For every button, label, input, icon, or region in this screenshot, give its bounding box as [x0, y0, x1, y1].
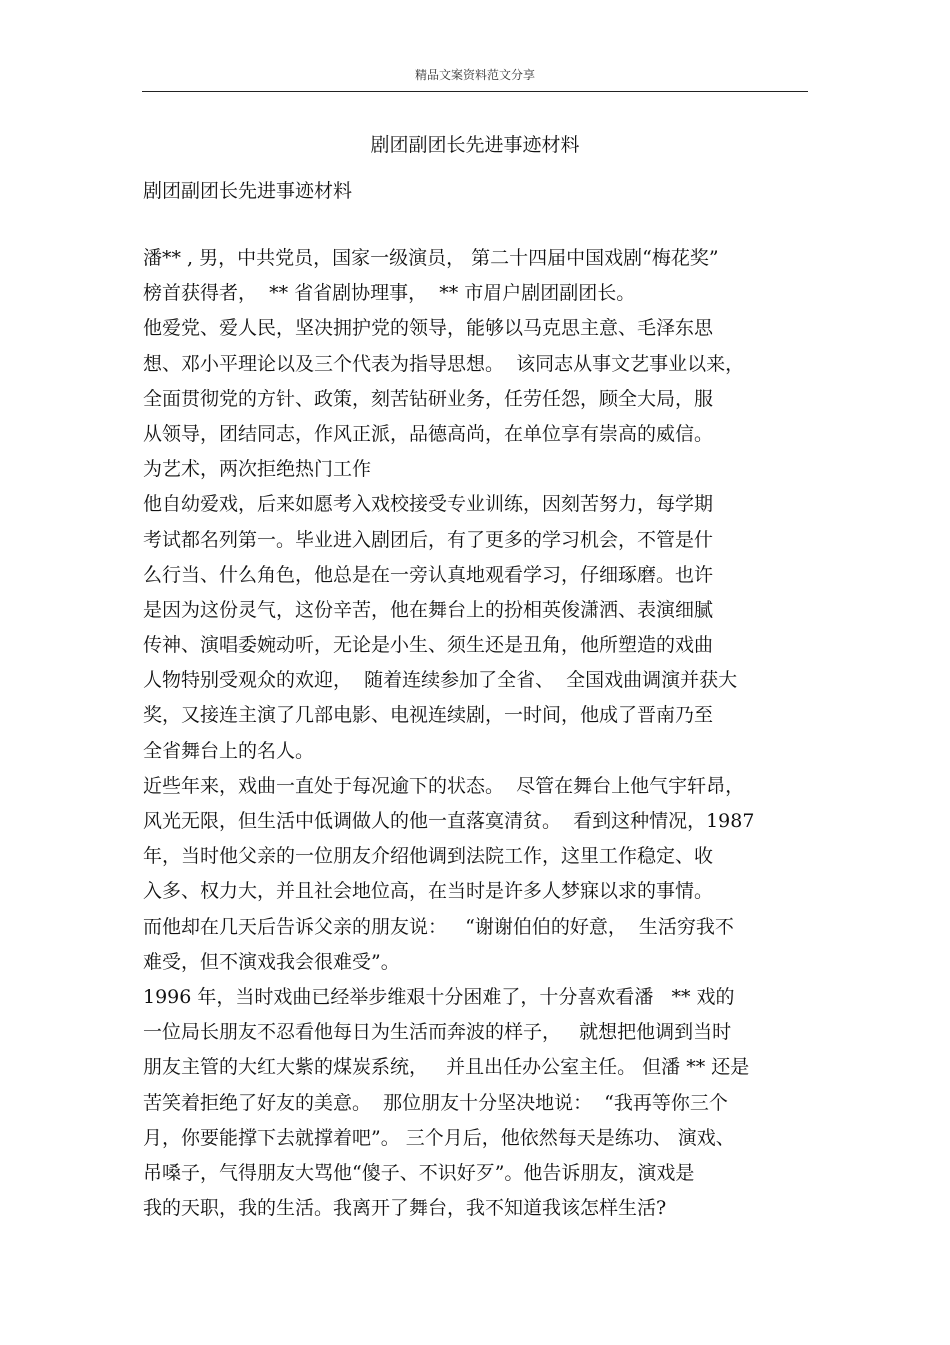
header-divider: [142, 91, 808, 92]
body-line: 苦笑着拒绝了好友的美意。 那位朋友十分坚决地说： “我再等你三个: [143, 1091, 728, 1114]
body-line: 奖，又接连主演了几部电影、电视连续剧，一时间，他成了晋南乃至: [143, 704, 714, 727]
body-line: 吊嗓子，气得朋友大骂他“傻子、不识好歹”。他告诉朋友，演戏是: [143, 1161, 695, 1184]
body-line: 从领导，团结同志，作风正派，品德高尚，在单位享有崇高的威信。: [143, 422, 714, 445]
body-line: 而他却在几天后告诉父亲的朋友说： “谢谢伯伯的好意， 生活穷我不: [143, 915, 734, 938]
body-line: 朋友主管的大红大紫的煤炭系统， 并且出任办公室主任。 但潘 ** 还是: [143, 1056, 750, 1079]
body-line: 年，当时他父亲的一位朋友介绍他调到法院工作，这里工作稳定、收: [143, 845, 714, 868]
body-line: 他自幼爱戏，后来如愿考入戏校接受专业训练，因刻苦努力，每学期: [143, 493, 714, 516]
body-line: 人物特别受观众的欢迎， 随着连续参加了全省、 全国戏曲调演并获大: [143, 669, 738, 692]
body-line: 我的天职，我的生活。我离开了舞台，我不知道我该怎样生活?: [143, 1197, 667, 1220]
body-line: 1996 年，当时戏曲已经举步维艰十分困难了，十分喜欢看潘 ** 戏的: [143, 985, 735, 1008]
body-line: 一位局长朋友不忍看他每日为生活而奔波的样子， 就想把他调到当时: [143, 1021, 732, 1044]
body-line: 全省舞台上的名人。: [143, 739, 315, 762]
document-subtitle: 剧团副团长先进事迹材料: [143, 180, 353, 202]
body-line: 入多、权力大，并且社会地位高，在当时是许多人梦寐以求的事情。: [143, 880, 714, 903]
body-line: 想、邓小平理论以及三个代表为指导思想。 该同志从事文艺事业以来，: [143, 352, 745, 375]
body-line: 全面贯彻党的方针、政策，刻苦钻研业务，任劳任怨，顾全大局，服: [143, 387, 714, 410]
body-line: 传神、演唱委婉动听，无论是小生、须生还是丑角，他所塑造的戏曲: [143, 634, 714, 657]
body-line: 么行当、什么角色，他总是在一旁认真地观看学习，仔细琢磨。也许: [143, 563, 714, 586]
body-line: 近些年来，戏曲一直处于每况逾下的状态。 尽管在舞台上他气宇轩昂，: [143, 774, 745, 797]
body-line: 难受，但不演戏我会很难受”。: [143, 950, 400, 973]
body-line: 风光无限，但生活中低调做人的他一直落寞清贫。 看到这种情况，1987: [143, 810, 755, 832]
body-line: 潘** , 男，中共党员，国家一级演员， 第二十四届中国戏剧“梅花奖”: [143, 247, 719, 269]
body-line: 他爱党、爱人民，坚决拥护党的领导，能够以马克思主意、毛泽东思: [143, 317, 714, 340]
body-line: 是因为这份灵气，这份辛苦，他在舞台上的扮相英俊潇洒、表演细腻: [143, 598, 714, 621]
section-heading: 为艺术，两次拒绝热门工作: [143, 458, 372, 481]
body-line: 榜首获得者， ** 省省剧协理事， ** 市眉户剧团副团长。: [143, 282, 636, 305]
document-body: [143, 245, 833, 1230]
body-line: 月，你要能撑下去就撑着吧”。 三个月后，他依然每天是练功、 演戏、: [143, 1126, 735, 1149]
document-title: 剧团副团长先进事迹材料: [370, 134, 580, 156]
page-header: 精品文案资料范文分享: [414, 68, 535, 82]
body-line: 考试都名列第一。毕业进入剧团后，有了更多的学习机会，不管是什: [143, 528, 714, 551]
